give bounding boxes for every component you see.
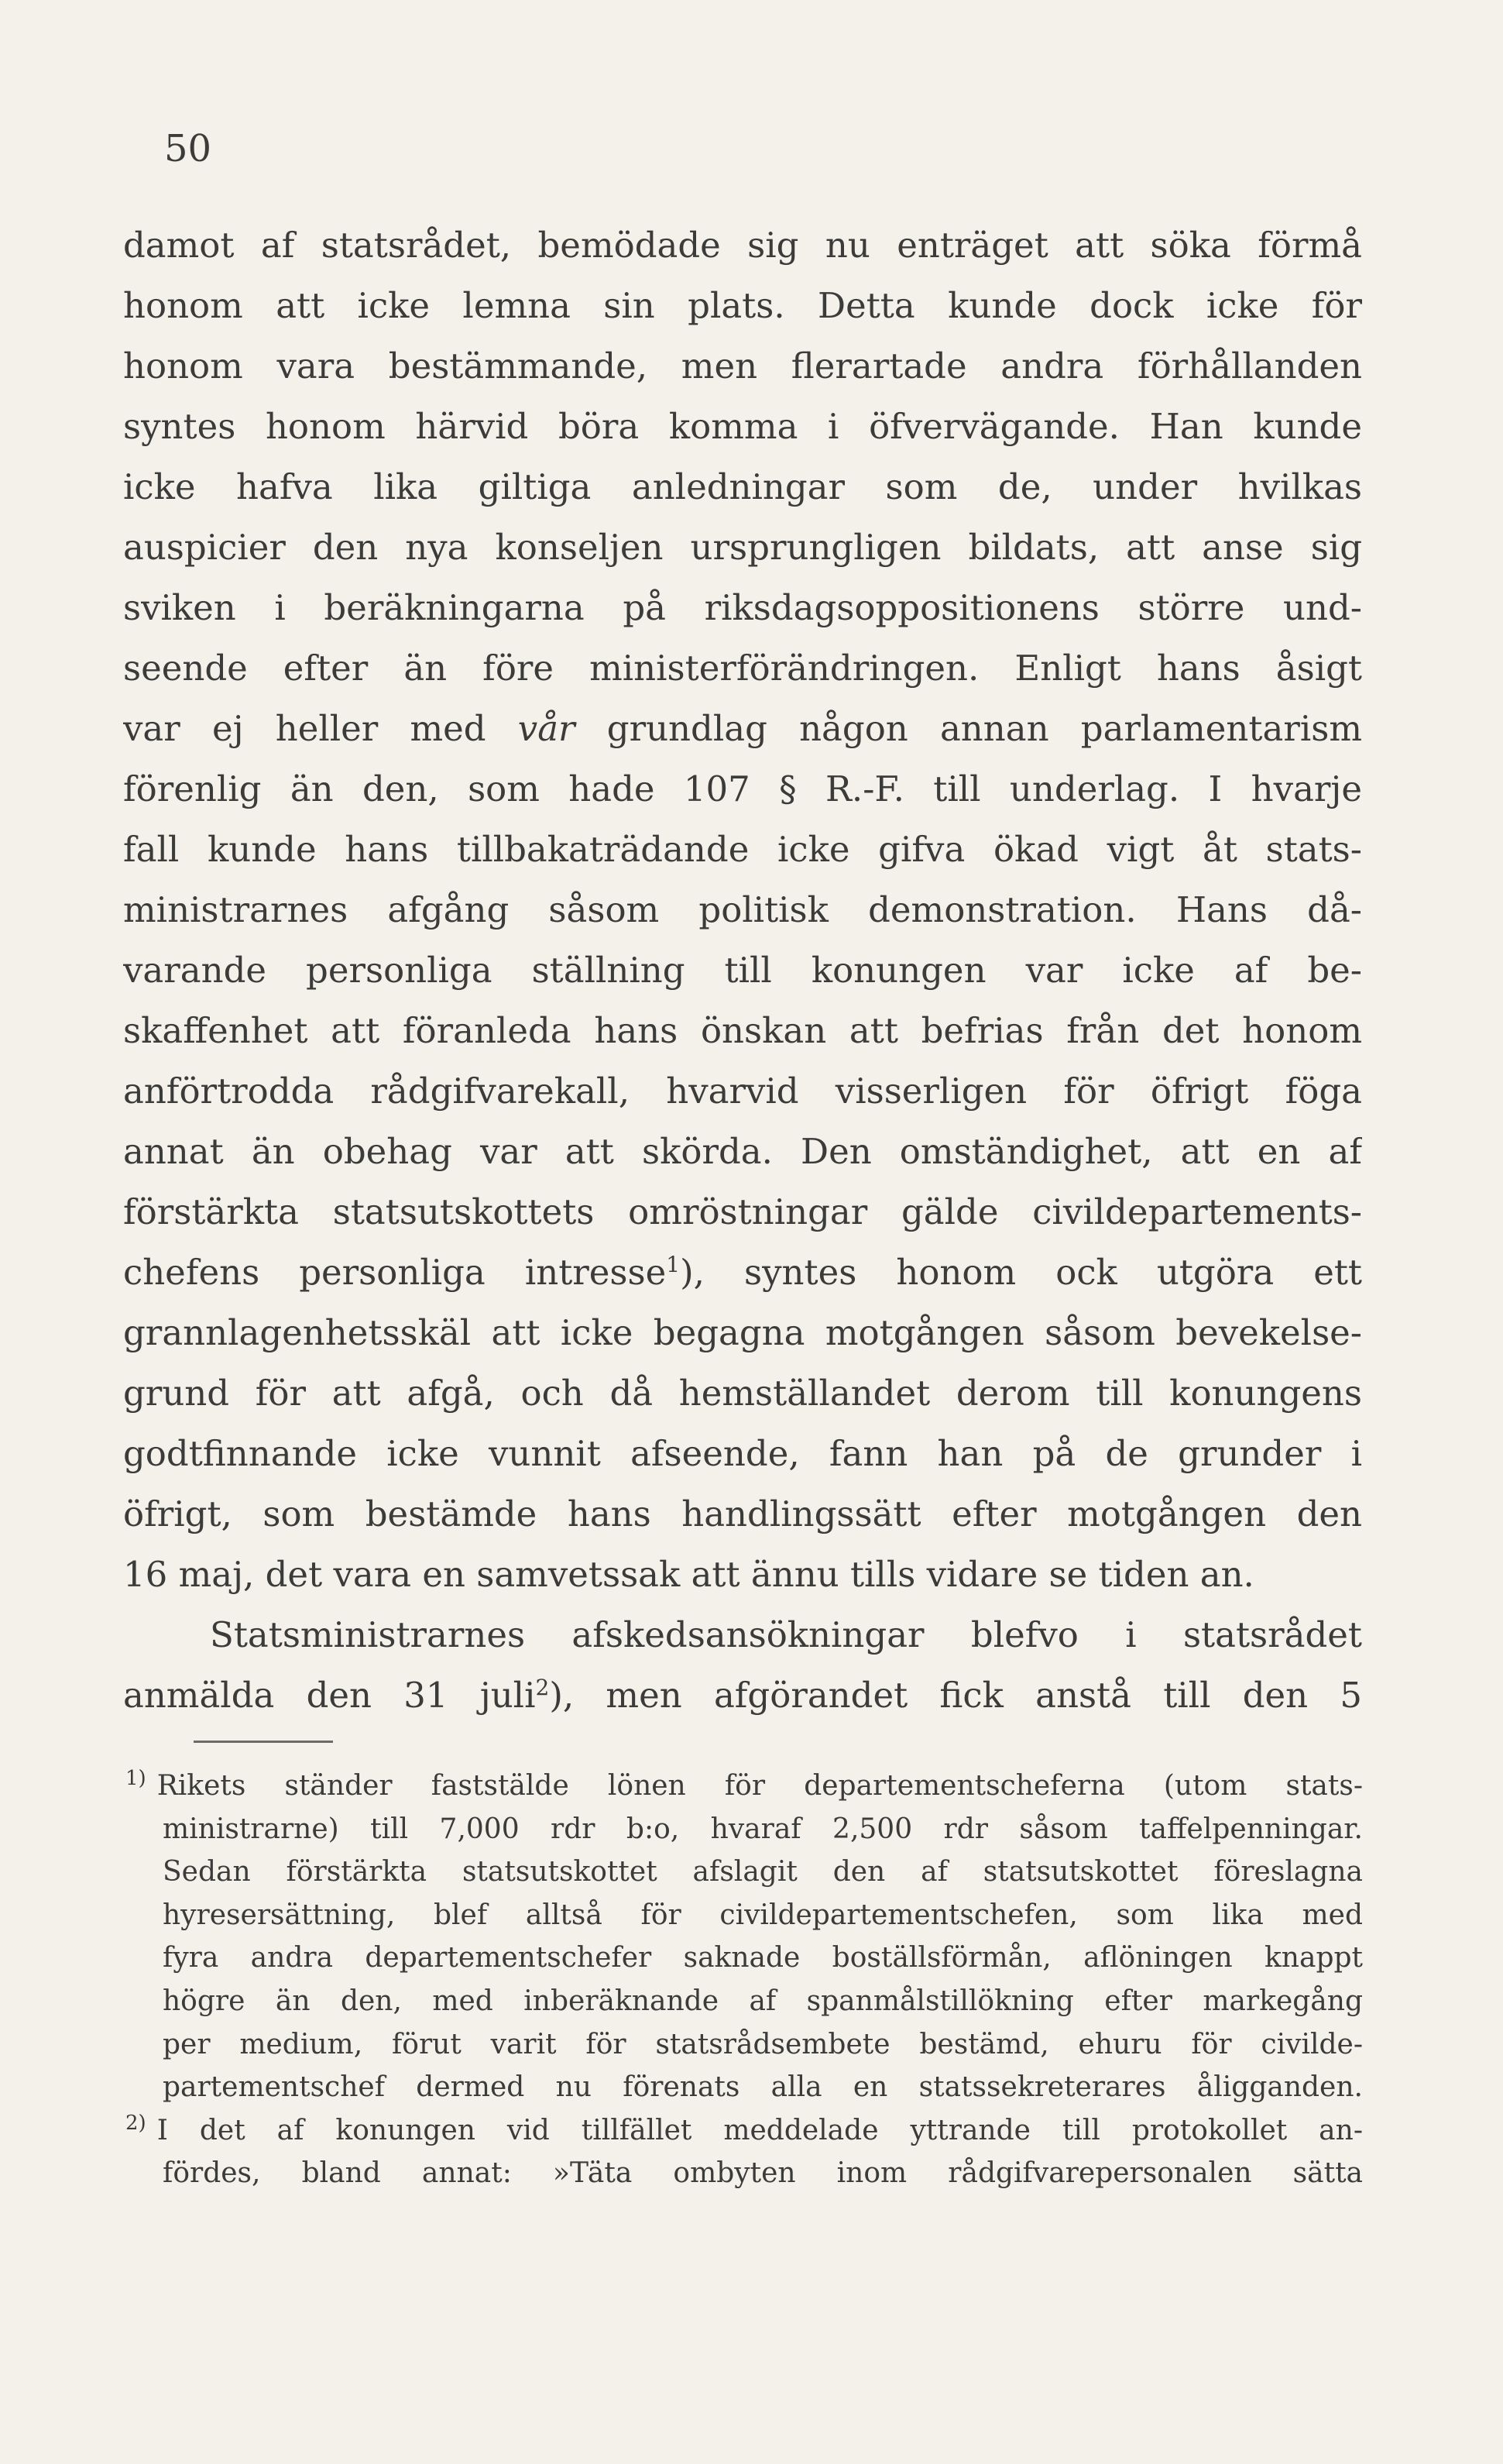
text-line <box>123 1245 1362 1305</box>
page-number: 50 <box>164 127 212 170</box>
footnote-ref-2[interactable]: 2 <box>535 1675 550 1700</box>
footnote-line: högre än den, med inberäknande af spanmålstillökning efter markegång <box>163 1985 1363 2017</box>
text-line: auspicier den nya konseljen ursprungligen bildats, att anse sig <box>123 527 1362 568</box>
footnotes <box>125 1766 1363 2197</box>
text-line: damot af statsrådet, bemödade sig nu enträget att söka förmå <box>123 225 1362 266</box>
text-segment: var ej heller med <box>123 708 518 749</box>
text-segment: chefens personliga intresse <box>123 1252 667 1293</box>
text-line: seende efter än före ministerförändringen. Enligt hans åsigt <box>123 648 1362 689</box>
paragraph-start-line: Statsministrarnes afskedsansökningar blefvo i statsrådet <box>210 1614 1362 1655</box>
footnote-ref-1[interactable]: 1 <box>666 1252 681 1277</box>
text-line: grund för att afgå, och då hemställandet derom till konungens <box>123 1373 1362 1414</box>
footnote-line: ministrarne) till 7,000 rdr b:o, hvaraf 2,500 rdr såsom taffelpenningar. <box>163 1813 1363 1845</box>
footnote-line: fyra andra departementschefer saknade boställsförmån, aflöningen knappt <box>163 1942 1363 1974</box>
text-line: ministrarnes afgång såsom politisk demonstration. Hans då- <box>123 889 1362 930</box>
text-segment: ), syntes honom ock utgöra ett <box>680 1252 1362 1293</box>
footnote-text: I det af konungen vid tillfället meddelade yttrande till protokollet an- <box>156 2114 1363 2146</box>
footnote-divider <box>194 1741 333 1743</box>
emphasis-word: vår <box>517 708 575 749</box>
text-line: icke hafva lika giltiga anledningar som de, under hvilkas <box>123 466 1362 507</box>
footnote-mark: 2) <box>125 2111 146 2135</box>
text-line: syntes honom härvid böra komma i öfvervägande. Han kunde <box>123 406 1362 447</box>
text-segment: anmälda den 31 juli <box>123 1675 536 1716</box>
footnote-line: per medium, förut varit för statsrådsembete bestämd, ehuru för civilde- <box>163 2028 1363 2060</box>
footnote-line: Sedan förstärkta statsutskottet afslagit den af statsutskottet föreslagna <box>163 1856 1363 1888</box>
text-segment: grundlag någon annan parlamentarism <box>575 708 1362 749</box>
text-line: 16 maj, det vara en samvetssak att ännu tills vidare se tiden an. <box>123 1554 1254 1595</box>
text-line: anförtrodda rådgifvarekall, hvarvid visserligen för öfrigt föga <box>123 1070 1362 1112</box>
text-line: skaffenhet att föranleda hans önskan att befrias från det honom <box>123 1010 1362 1051</box>
text-line: förstärkta statsutskottets omröstningar gälde civildepartements- <box>123 1191 1362 1232</box>
text-line: godtfinnande icke vunnit afseende, fann han på de grunder i <box>123 1433 1362 1474</box>
text-line: grannlagenhetsskäl att icke begagna motgången såsom bevekelse- <box>123 1312 1362 1353</box>
text-line: förenlig än den, som hade 107 § R.-F. till underlag. I hvarje <box>123 768 1362 809</box>
footnote-1 <box>125 1766 1363 1809</box>
text-line: varande personliga ställning till konungen var icke af be- <box>123 950 1362 991</box>
text-line: öfrigt, som bestämde hans handlingssätt efter motgången den <box>123 1493 1362 1534</box>
main-text <box>123 218 1362 1728</box>
text-line: fall kunde hans tillbakaträdande icke gifva ökad vigt åt stats- <box>123 829 1362 870</box>
footnote-line: partementschef dermed nu förenats alla en statssekreterares åligganden. <box>163 2071 1363 2104</box>
footnote-line: fördes, bland annat: »Täta ombyten inom rådgifvarepersonalen sätta <box>163 2157 1363 2190</box>
text-line: honom att icke lemna sin plats. Detta kunde dock icke för <box>123 285 1362 326</box>
text-segment: ), men afgörandet fick anstå till den 5 <box>549 1675 1362 1716</box>
text-line: annat än obehag var att skörda. Den omständighet, att en af <box>123 1131 1362 1172</box>
footnote-2 <box>125 2111 1363 2154</box>
footnote-line: hyresersättning, blef alltså för civildepartementschefen, som lika med <box>163 1899 1363 1931</box>
text-line: honom vara bestämmande, men flerartade andra förhållanden <box>123 345 1362 387</box>
text-line: sviken i beräkningarna på riksdagsoppositionens större und- <box>123 587 1362 628</box>
footnote-mark: 1) <box>125 1767 146 1790</box>
text-line <box>123 701 1362 761</box>
footnote-text: Rikets ständer faststälde lönen för departementscheferna (utom stats- <box>156 1770 1363 1802</box>
text-line <box>123 1668 1362 1728</box>
